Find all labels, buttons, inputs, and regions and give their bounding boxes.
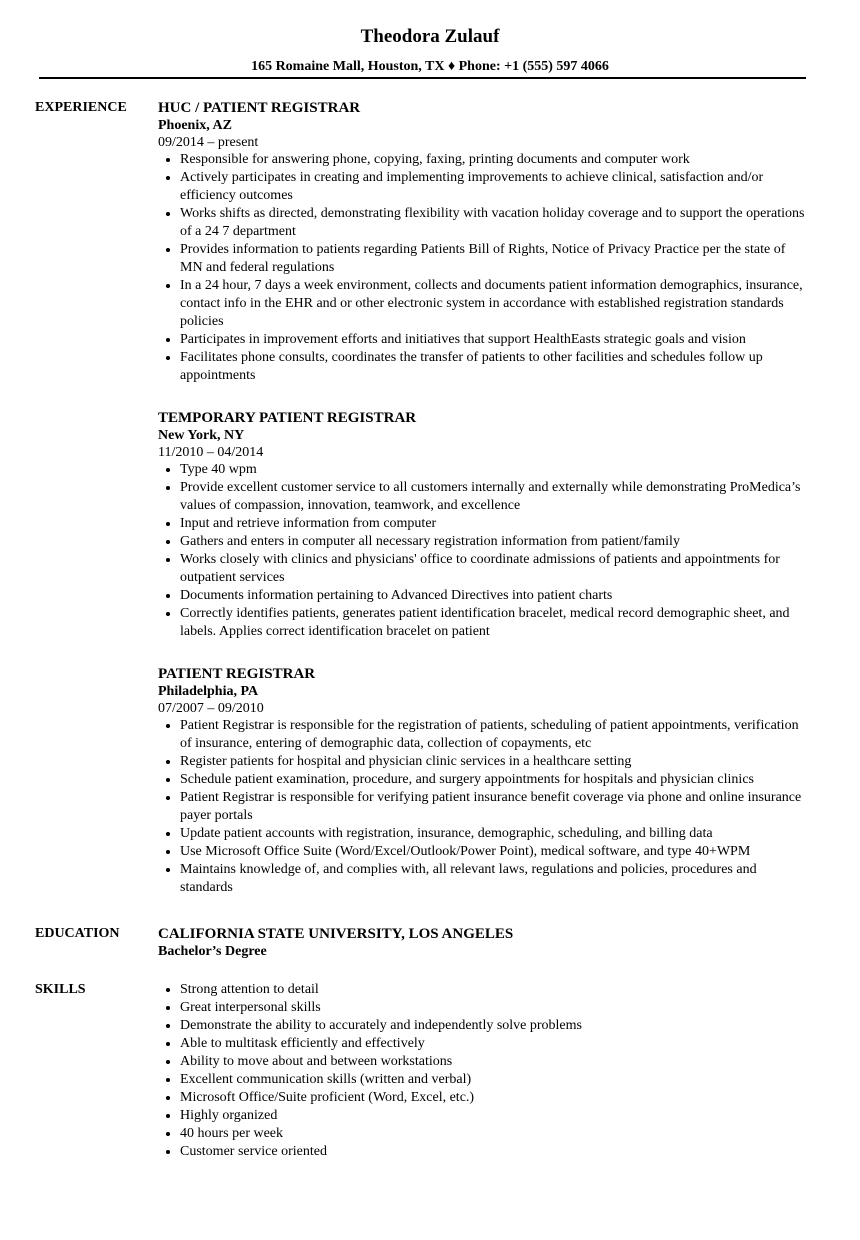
skill-item: • Ability to move about and between workstations (180, 1053, 808, 1071)
job-bullet: • Type 40 wpm (180, 461, 808, 479)
job-bullet: • Input and retrieve information from computer (180, 515, 808, 533)
education-entry (158, 925, 808, 961)
skill-item: • 40 hours per week (180, 1125, 808, 1143)
job-bullet: • Actively participates in creating and implementing improvements to achieve clinical, satisfaction and/or efficiency outcomes (180, 169, 808, 205)
job-dates: 11/2010 – 04/2014 (158, 445, 264, 460)
job-bullet: • Correctly identifies patients, generates patient identification bracelet, medical record demographic sheet, and labels. Applies correct identification bracelet on patient (180, 605, 808, 641)
job-bullets (158, 151, 808, 385)
job-bullet: • Schedule patient examination, procedure, and surgery appointments for hospitals and physician clinics (180, 771, 808, 789)
job-bullet: • Register patients for hospital and physician clinic services in a healthcare setting (180, 753, 808, 771)
skill-item: • Microsoft Office/Suite proficient (Word, Excel, etc.) (180, 1089, 808, 1107)
job-bullet: • Responsible for answering phone, copying, faxing, printing documents and computer work (180, 151, 808, 169)
job-bullet: • Maintains knowledge of, and complies with, all relevant laws, regulations and policies, procedures and standards (180, 861, 808, 897)
skills-list (158, 981, 808, 1161)
candidate-name: Theodora Zulauf (360, 26, 500, 47)
job-title: HUC / PATIENT REGISTRAR (158, 100, 361, 116)
skill-item: • Great interpersonal skills (180, 999, 808, 1017)
job-bullet: • Patient Registrar is responsible for verifying patient insurance benefit coverage via phone and online insurance payer portals (180, 789, 808, 825)
job-location: New York, NY (158, 428, 245, 443)
skill-item: • Able to multitask efficiently and effectively (180, 1035, 808, 1053)
job-bullet: • In a 24 hour, 7 days a week environment, collects and documents patient information demographics, insurance, contact info in the EHR and or other electronic system in accordance with established registration standards policies (180, 277, 808, 331)
skill-item: • Highly organized (180, 1107, 808, 1125)
job-bullet: • Use Microsoft Office Suite (Word/Excel/Outlook/Power Point), medical software, and type 40+WPM (180, 843, 808, 861)
job-title: TEMPORARY PATIENT REGISTRAR (158, 410, 417, 426)
job-entry-2 (158, 409, 808, 641)
job-entry-3 (158, 665, 808, 897)
job-bullet: • Provides information to patients regarding Patients Bill of Rights, Notice of Privacy Practice per the state of MN and federal regulations (180, 241, 808, 277)
job-bullet: • Participates in improvement efforts and initiatives that support HealthEasts strategic goals and vision (180, 331, 808, 349)
job-location: Philadelphia, PA (158, 684, 259, 699)
job-title: PATIENT REGISTRAR (158, 666, 316, 682)
job-bullet: • Provide excellent customer service to all customers internally and externally while demonstrating ProMedica’s values of compassion, innovation, teamwork, and excellence (180, 479, 808, 515)
experience-section-label: EXPERIENCE (35, 100, 127, 115)
job-entry-1 (158, 99, 808, 385)
job-bullet: • Documents information pertaining to Advanced Directives into patient charts (180, 587, 808, 605)
job-bullet: • Patient Registrar is responsible for the registration of patients, scheduling of patient appointments, verification of insurance, entering of demographic data, collection of copayments, etc (180, 717, 808, 753)
job-bullet: • Facilitates phone consults, coordinates the transfer of patients to other facilities and schedules follow up appointments (180, 349, 808, 385)
contact-line: 165 Romaine Mall, Houston, TX ♦ Phone: +1 (555) 597 4066 (251, 59, 609, 74)
degree: Bachelor’s Degree (158, 944, 267, 959)
skill-item: • Excellent communication skills (written and verbal) (180, 1071, 808, 1089)
skill-item: • Customer service oriented (180, 1143, 808, 1161)
school-name: CALIFORNIA STATE UNIVERSITY, LOS ANGELES (158, 926, 514, 942)
job-bullet: • Gathers and enters in computer all necessary registration information from patient/family (180, 533, 808, 551)
job-dates: 07/2007 – 09/2010 (158, 701, 264, 716)
skills-list-block (158, 981, 808, 1161)
header-divider (39, 77, 806, 79)
skill-item: • Demonstrate the ability to accurately and independently solve problems (180, 1017, 808, 1035)
job-bullet: • Works closely with clinics and physicians' office to coordinate admissions of patients and appointments for outpatient services (180, 551, 808, 587)
job-bullets (158, 461, 808, 641)
job-location: Phoenix, AZ (158, 118, 232, 133)
job-bullets (158, 717, 808, 897)
skill-item: • Strong attention to detail (180, 981, 808, 999)
job-bullet: • Update patient accounts with registration, insurance, demographic, scheduling, and billing data (180, 825, 808, 843)
skills-section-label: SKILLS (35, 982, 86, 997)
job-dates: 09/2014 – present (158, 135, 259, 150)
education-section-label: EDUCATION (35, 926, 120, 941)
job-bullet: • Works shifts as directed, demonstrating flexibility with vacation holiday coverage and to support the operations of a 24 7 department (180, 205, 808, 241)
